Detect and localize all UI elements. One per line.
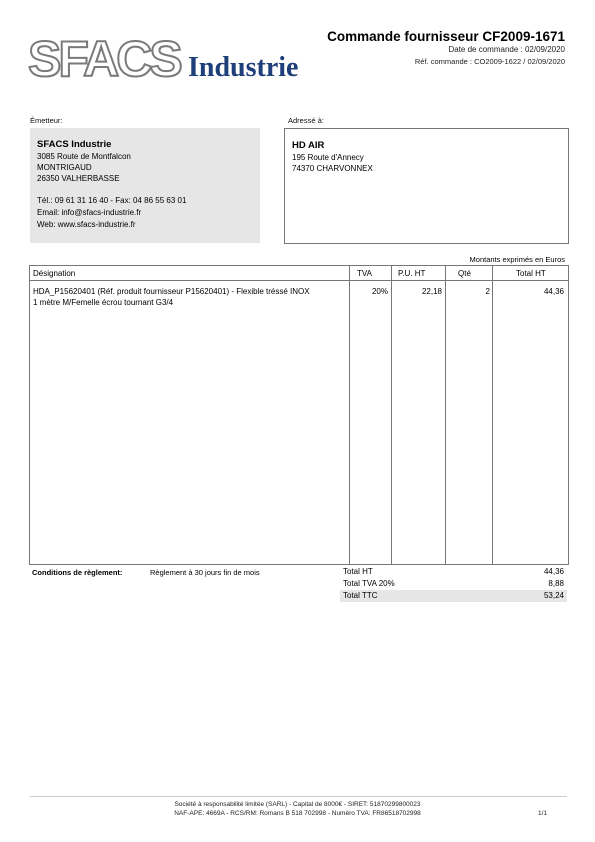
recipient-block [284, 128, 569, 244]
header-unit-price: P.U. HT [398, 269, 426, 278]
line-designation-2: 1 mètre M/Femelle écrou tournant G3/4 [33, 297, 174, 307]
recipient-address-2: 74370 CHARVONNEX [292, 164, 373, 173]
sender-email: Email: info@sfacs-industrie.fr [37, 208, 142, 217]
line-unit-price: 22,18 [421, 287, 442, 296]
sender-address-2: MONTRIGAUD [37, 163, 92, 172]
total-ttc-row [340, 590, 567, 602]
recipient-label: Adressé à: [288, 116, 324, 125]
payment-terms-value: Règlement à 30 jours fin de mois [150, 568, 260, 577]
sender-website: Web: www.sfacs-industrie.fr [37, 220, 136, 229]
footer-legal-2: NAF-APE: 4669A - RCS/RM: Romans B 518 702998 - Numéro TVA: FR86518702998 [174, 810, 421, 817]
document-title: Commande fournisseur CF2009-1671 [327, 29, 565, 44]
column-divider [349, 266, 350, 564]
total-ht-label: Total HT [343, 567, 373, 576]
header-designation: Désignation [33, 269, 76, 278]
logo-wordmark: SFACS [28, 31, 180, 87]
line-designation-1: HDA_P15620401 (Réf. produit fournisseur P15620401) - Flexible tréssé INOX [33, 287, 310, 296]
order-reference: Réf. commande : CO2009-1622 / 02/09/2020 [414, 57, 565, 66]
line-quantity: 2 [485, 287, 490, 296]
recipient-address-1: 195 Route d'Annecy [292, 153, 364, 162]
order-date: Date de commande : 02/09/2020 [448, 45, 565, 54]
currency-note: Montants exprimés en Euros [469, 255, 565, 264]
column-divider [492, 266, 493, 564]
column-divider [445, 266, 446, 564]
header-tva: TVA [357, 269, 372, 278]
footer-divider [30, 796, 567, 797]
column-divider [391, 266, 392, 564]
sender-address-3: 26350 VALHERBASSE [37, 174, 120, 183]
total-ttc-label: Total TTC [343, 591, 378, 600]
line-total: 44,36 [543, 287, 564, 296]
sender-address-1: 3085 Route de Montfalcon [37, 152, 131, 161]
header-quantity: Qté [458, 269, 471, 278]
order-lines-table [29, 265, 569, 565]
header-divider [30, 280, 568, 281]
sender-block [30, 128, 260, 243]
logo-subtitle: Industrie [188, 52, 299, 83]
total-ttc-value: 53,24 [543, 591, 564, 600]
total-tva-row [340, 578, 567, 590]
company-logo [28, 31, 318, 88]
line-tva: 20% [371, 287, 388, 296]
footer-legal-1: Société à responsabilité limitée (SARL) - Capital de 8000€ - SIRET: 51870299800023 [174, 801, 421, 808]
sender-phone: Tél.: 09 61 31 16 40 - Fax: 04 86 55 63 01 [37, 196, 187, 205]
total-tva-value: 8,88 [548, 579, 564, 588]
payment-terms-label: Conditions de règlement: [32, 568, 123, 577]
sender-label: Émetteur: [30, 116, 63, 125]
total-ht-row [340, 566, 567, 578]
header-total: Total HT [516, 269, 546, 278]
page-number: 1/1 [537, 810, 547, 817]
total-tva-label: Total TVA 20% [343, 579, 395, 588]
recipient-name: HD AIR [292, 140, 325, 151]
table-row [33, 287, 347, 308]
total-ht-value: 44,36 [543, 567, 564, 576]
sender-name: SFACS Industrie [37, 139, 112, 150]
